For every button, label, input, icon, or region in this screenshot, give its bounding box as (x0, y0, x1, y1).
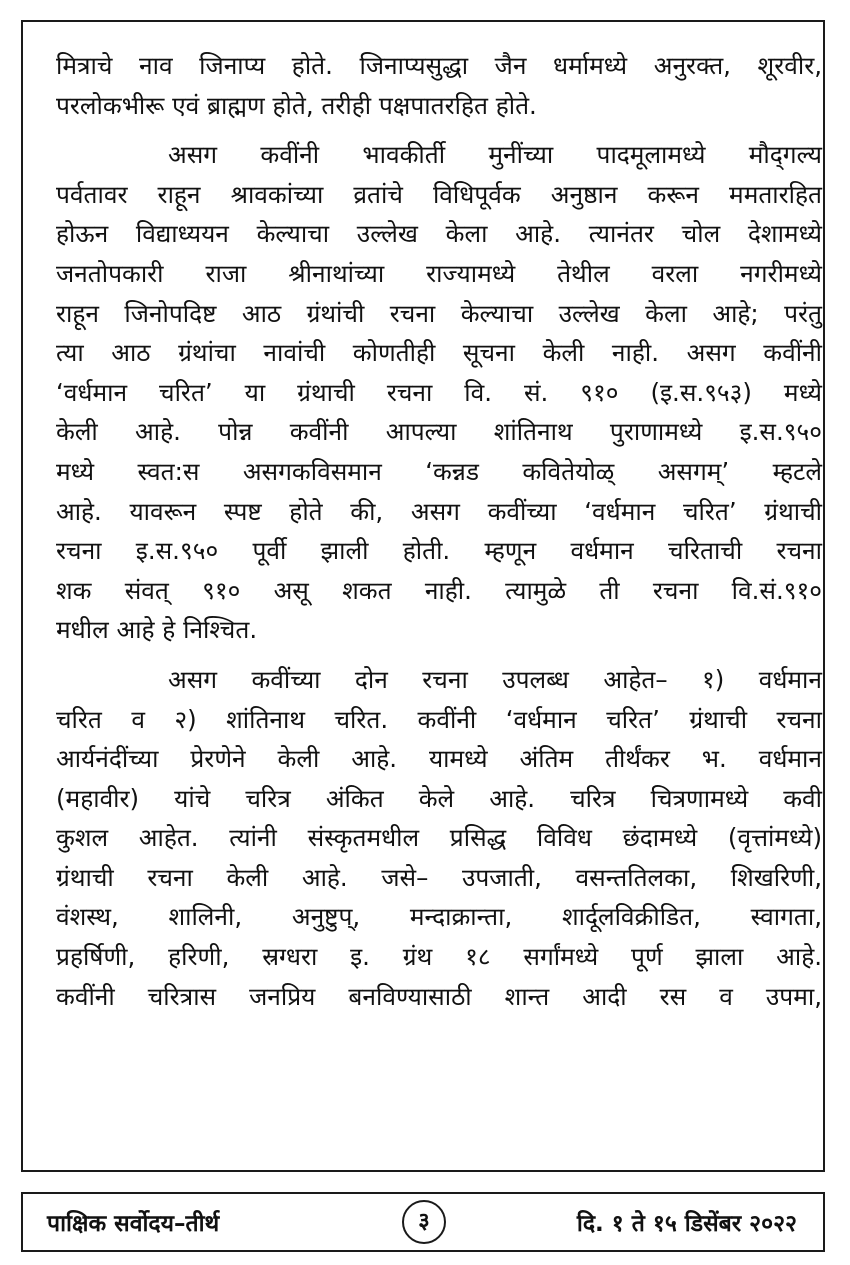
text-line: कुशल आहेत. त्यांनी संस्कृतमधील प्रसिद्ध विविध छंदामध्ये (वृत्तांमध्ये) (56, 823, 822, 853)
text-line: राहून जिनोपदिष्ट आठ ग्रंथांची रचना केल्याचा उल्लेख केला आहे; परंतु (56, 298, 822, 328)
publication-name: पाक्षिक सर्वोदय–तीर्थ (47, 1211, 220, 1237)
text-line: आहे. यावरून स्पष्ट होते की, असग कवींच्या ‘वर्धमान चरित’ ग्रंथाची (56, 496, 822, 526)
text-line: असग कवींनी भावकीर्ती मुनींच्या पादमूलामध्ये मौद्‌गल्य (168, 140, 822, 170)
text-line: वंशस्थ, शालिनी, अनुष्टुप्‌, मन्दाक्रान्ता, शार्दूलविक्रीडित, स्वागता, (56, 902, 822, 932)
text-line: ग्रंथाची रचना केली आहे. जसे– उपजाती, वसन्ततिलका, शिखरिणी, (56, 862, 822, 892)
text-line: जनतोपकारी राजा श्रीनाथांच्या राज्यामध्ये तेथील वरला नगरीमध्ये (56, 258, 822, 288)
text-line: (महावीर) यांचे चरित्र अंकित केले आहे. चरित्र चित्रणामध्ये कवी (56, 783, 822, 813)
text-line: होऊन विद्याध्ययन केल्याचा उल्लेख केला आहे. त्यानंतर चोल देशामध्ये (56, 219, 822, 249)
text-line: ‘वर्धमान चरित’ या ग्रंथाची रचना वि. सं. ९१० (इ.स.९५३) मध्ये (56, 377, 822, 407)
text-line: मधील आहे हे निश्‍चित. (56, 615, 258, 645)
page-number: ३ (402, 1200, 446, 1244)
text-line: कवींनी चरित्रास जनप्रिय बनविण्यासाठी शान्त आदी रस व उपमा, (56, 981, 822, 1011)
text-line: चरित व २) शांतिनाथ चरित. कवींनी ‘वर्धमान चरित’ ग्रंथाची रचना (56, 704, 822, 734)
page-frame (21, 20, 825, 1172)
text-line: केली आहे. पोन्न कवींनी आपल्या शांतिनाथ पुराणामध्ये इ.स.९५० (56, 417, 822, 447)
issue-date: दि. १ ते १५ डिसेंबर २०२२ (576, 1211, 797, 1237)
text-line: प्रहर्षिणी, हरिणी, स्रग्धरा इ. ग्रंथ १८ सर्गांमध्ये पूर्ण झाला आहे. (56, 942, 822, 972)
text-line: मित्राचे नाव जिनाप्य होते. जिनाप्यसुद्धा जैन धर्मामध्ये अनुरक्त, शूरवीर, (56, 51, 822, 80)
text-line: पर्वतावर राहून श्रावकांच्या व्रतांचे विधिपूर्वक अनुष्ठान करून ममतारहित (56, 179, 822, 209)
text-line: आर्यनंदींच्या प्रेरणेने केली आहे. यामध्ये अंतिम तीर्थंकर भ. वर्धमान (56, 744, 822, 774)
text-line: त्या आठ ग्रंथांचा नावांची कोणतीही सूचना केली नाही. असग कवींनी (56, 338, 822, 368)
text-line: मध्ये स्वत:स असगकविसमान ‘कन्नड कवितेयोळ्‌ असगम्‌’ म्हटले (56, 456, 822, 486)
body-text (56, 46, 822, 1016)
text-line: असग कवींच्या दोन रचना उपलब्ध आहेत– १) वर्धमान (168, 664, 822, 694)
page-footer (21, 1192, 825, 1252)
text-line: शक संवत्‌ ९१० असू शकत नाही. त्यामुळे ती रचना वि.सं.९१० (56, 575, 822, 605)
text-line: रचना इ.स.९५० पूर्वी झाली होती. म्हणून वर्धमान चरिताची रचना (56, 536, 822, 566)
text-line: परलोकभीरू एवं ब्राह्मण होते, तरीही पक्षपातरहित होते. (56, 90, 537, 120)
